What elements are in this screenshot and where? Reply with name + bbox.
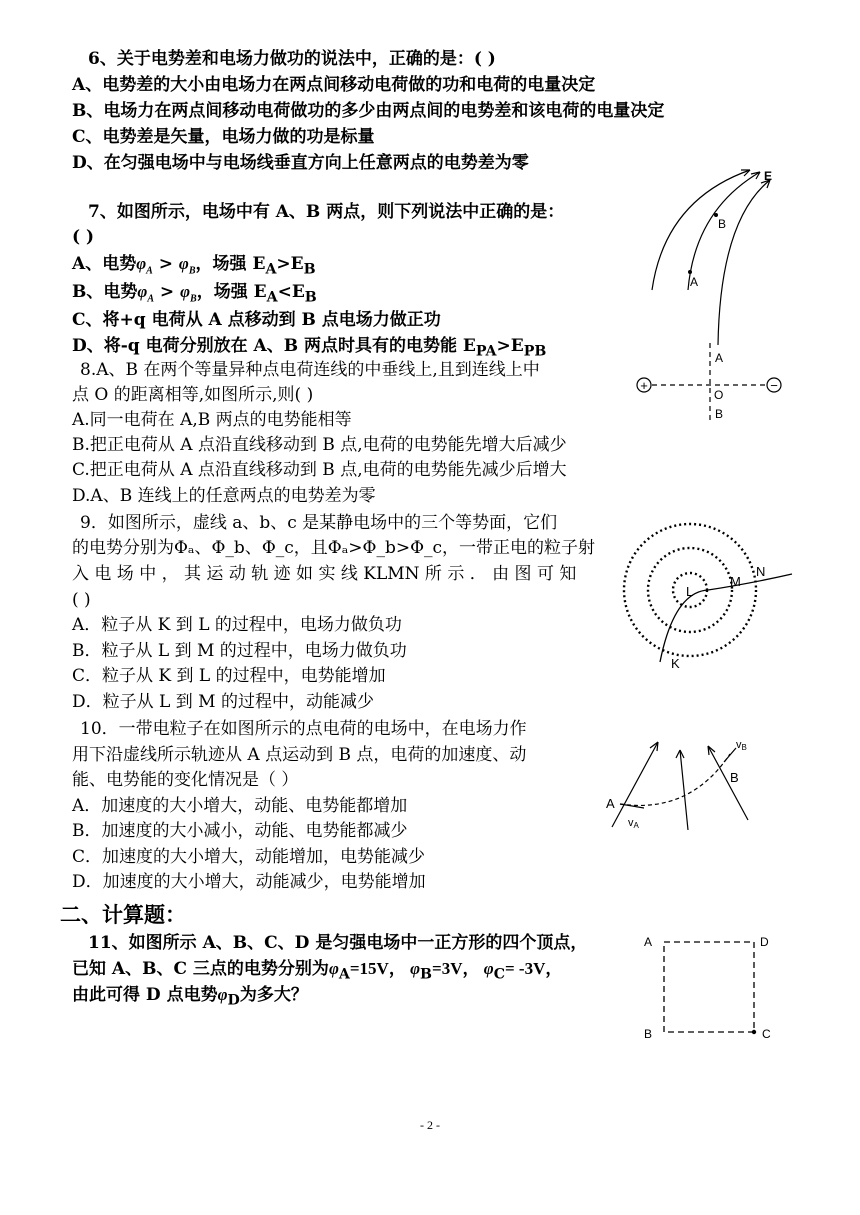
q9-option-a: A．粒子从 K 到 L 的过程中，电场力做负功 (72, 615, 402, 635)
label-b: B (718, 217, 727, 231)
label-va: vA (628, 817, 639, 830)
label-n: N (756, 564, 766, 579)
q11-stem-line2: 已知 A、B、C 三点的电势分别为$\varphi_A=15V$， $\varphi_B=3V$， $\varphi_C= -3V$， (72, 959, 563, 983)
q8-stem-line1: 8.A、B 在两个等量异种点电荷连线的中垂线上,且到连线上中 (80, 360, 540, 380)
square-abcd (664, 942, 754, 1032)
q8-option-c: C.把正电荷从 A 点沿直线移动到 B 点,电荷的电势能先减少后增大 (72, 460, 567, 480)
trajectory-klmn (660, 574, 792, 662)
q8-option-a: A.同一电荷在 A,B 两点的电势能相等 (72, 410, 352, 430)
q6-stem: 6、关于电势差和电场力做功的说法中，正确的是：( ) (88, 49, 496, 69)
q10-stem-line3: 能、电势能的变化情况是（ ） (72, 770, 299, 790)
q9-answer-blank: ( ) (72, 590, 91, 610)
label-a: A (644, 935, 653, 949)
q8-stem-line2: 点 O 的距离相等,如图所示,则( ) (72, 385, 314, 405)
q7-stem: 7、如图所示，电场中有 A、B 两点，则下列说法中正确的是： (88, 202, 565, 222)
label-b: B (715, 407, 724, 421)
q7-field-lines-figure (640, 160, 790, 350)
q10-option-a: A．加速度的大小增大，动能、电势能都增加 (72, 796, 408, 816)
q6-option-c: C、电势差是矢量，电场力做的功是标量 (72, 127, 375, 147)
q9-equipotential-figure (618, 512, 798, 672)
q8-charges-figure (630, 338, 790, 428)
q10-stem-line2: 用下沿虚线所示轨迹从 A 点运动到 B 点，电荷的加速度、动 (72, 745, 527, 765)
minus-sign: − (770, 378, 778, 393)
q10-option-d: D．加速度的大小增大，动能减少，电势能增加 (72, 872, 426, 892)
label-a: A (715, 351, 724, 365)
label-a: A (690, 275, 699, 289)
label-o: O (714, 388, 724, 402)
q9-option-b: B．粒子从 L 到 M 的过程中，电场力做负功 (72, 641, 407, 661)
q10-stem-line1: 10．一带电粒子在如图所示的点电荷的电场中，在电场力作 (80, 719, 527, 739)
q7-answer-blank: ( ) (72, 227, 95, 247)
field-line-2 (680, 750, 688, 830)
q9-stem-line1: 9．如图所示，虚线 a、b、c 是某静电场中的三个等势面，它们 (80, 513, 558, 533)
label-c: C (762, 1027, 771, 1041)
label-e: E (764, 169, 773, 183)
q11-stem-line3: 由此可得 D 点电势$\varphi_D$为多大？ (72, 985, 308, 1009)
label-m: M (730, 574, 741, 589)
label-b: B (730, 770, 739, 785)
section-title: 二、计算题： (60, 902, 186, 927)
point-c-dot (752, 1030, 756, 1034)
q8-option-b: B.把正电荷从 A 点沿直线移动到 B 点,电荷的电势能先增大后减少 (72, 435, 567, 455)
q11-square-figure (638, 928, 778, 1046)
point-a-dot (688, 270, 692, 274)
page-number: - 2 - (420, 1118, 440, 1132)
q6-option-d: D、在匀强电场中与电场线垂直方向上任意两点的电势差为零 (72, 153, 529, 173)
velocity-b-arrow (724, 748, 736, 762)
label-l: L (686, 584, 694, 599)
q9-stem-line2: 的电势分别为Φₐ、Φ_b、Φ_c，且Φₐ>Φ_b>Φ_c，一带正电的粒子射 (72, 538, 596, 558)
q7-option-d: D、将-q 电荷分别放在 A、B 两点时具有的电势能 $E_{PA}>E_{PB}$ (72, 336, 547, 360)
q10-point-charge-figure (600, 732, 780, 837)
label-vb: vB (736, 739, 747, 752)
q7-option-b: B、电势$\varphi_A > \varphi_B$，场强 $E_A<E_B$ (72, 282, 317, 306)
plus-sign: + (640, 378, 648, 393)
q8-option-d: D.A、B 连线上的任意两点的电势差为零 (72, 486, 376, 506)
q7-option-a: A、电势$\varphi_A > \varphi_B$，场强 $E_A>E_B$ (72, 254, 316, 278)
field-line-right (718, 180, 770, 345)
q6-option-b: B、电场力在两点间移动电荷做功的多少由两点间的电势差和该电荷的电量决定 (72, 101, 665, 121)
q7-option-c: C、将+q 电荷从 A 点移动到 B 点电场力做正功 (72, 310, 441, 330)
field-line-1 (612, 742, 658, 827)
label-k: K (671, 656, 680, 671)
q6-option-a: A、电势差的大小由电场力在两点间移动电荷做的功和电荷的电量决定 (72, 75, 596, 95)
label-a: A (606, 796, 615, 811)
label-d: D (760, 935, 769, 949)
q9-stem-line3: 入 电 场 中 ， 其 运 动 轨 迹 如 实 线 KLMN 所 示 ． 由 图 可 知 (72, 564, 577, 584)
q9-option-d: D．粒子从 L 到 M 的过程中，动能减少 (72, 692, 374, 712)
q10-option-b: B．加速度的大小减小，动能、电势能都减少 (72, 821, 408, 841)
label-b: B (644, 1027, 653, 1041)
q9-option-c: C．粒子从 K 到 L 的过程中，电势能增加 (72, 666, 386, 686)
trajectory-a-to-b (620, 754, 730, 805)
q10-option-c: C．加速度的大小增大，动能增加，电势能减少 (72, 847, 426, 867)
q11-stem-line1: 11、如图所示 A、B、C、D 是匀强电场中一正方形的四个顶点， (88, 933, 588, 953)
